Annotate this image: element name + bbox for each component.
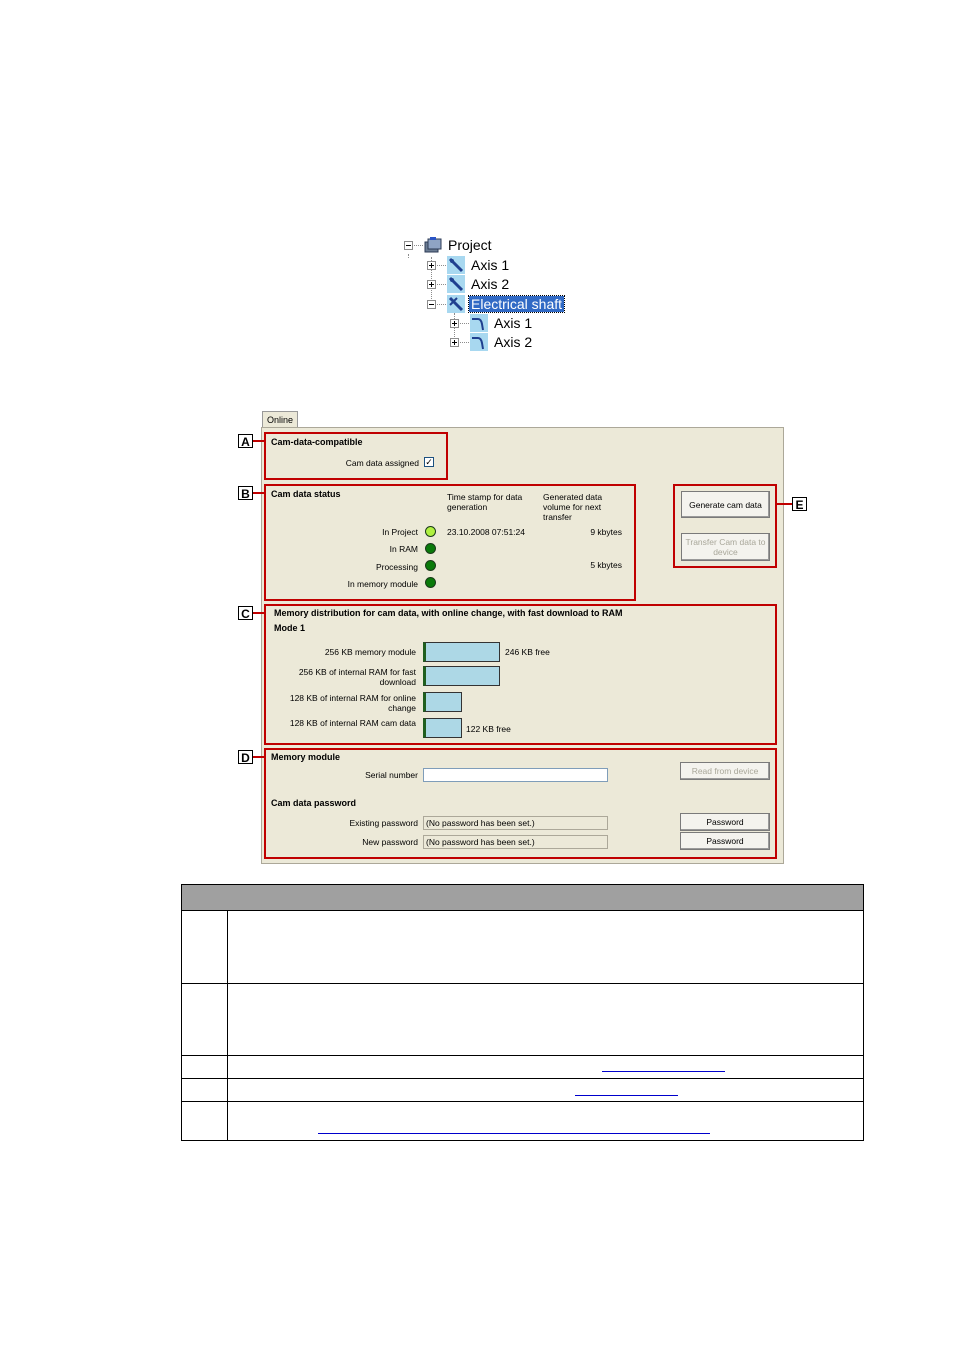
status-led-green-dark (425, 543, 436, 554)
status-label-in-project: In Project (382, 527, 418, 537)
expand-icon[interactable] (427, 261, 436, 270)
new-password-button[interactable]: Password (680, 832, 770, 850)
memory-row-label: 256 KB memory module (324, 647, 416, 657)
password-button[interactable]: Password (680, 813, 770, 831)
expand-icon[interactable] (450, 338, 459, 347)
tree-label: Project (448, 237, 492, 253)
transfer-cam-data-button[interactable]: Transfer Cam data to device (681, 533, 770, 561)
tree-label-selected: Electrical shaft (471, 296, 563, 312)
marker-line (777, 503, 792, 505)
cam-data-assigned-checkbox[interactable]: ✓ (425, 457, 433, 467)
marker-d: D (238, 750, 253, 764)
tree-label: Axis 1 (471, 257, 510, 273)
tree-node-axis-2[interactable] (427, 275, 511, 293)
cam-curve-icon (470, 333, 488, 351)
status-label-processing: Processing (375, 562, 418, 572)
memory-bar (423, 666, 500, 686)
tree-node-shaft-axis-1[interactable] (450, 314, 534, 332)
status-timestamp: 23.10.2008 07:51:24 (447, 527, 525, 537)
tree-label: Axis 2 (494, 334, 533, 350)
link-underline[interactable] (575, 1095, 678, 1096)
tree-node-electrical-shaft[interactable] (427, 295, 564, 313)
memory-row-label: 128 KB of internal RAM cam data (289, 718, 416, 728)
marker-a: A (238, 434, 253, 448)
legend-table (181, 884, 864, 1141)
status-volume: 5 kbytes (590, 560, 622, 570)
status-label-in-memory-module: In memory module (347, 579, 418, 589)
cam-curve-icon (470, 314, 488, 332)
project-folder-icon (424, 236, 442, 254)
section-title: Cam data status (271, 489, 341, 499)
status-led-green-dark (425, 577, 436, 588)
memory-free-note: 122 KB free (466, 724, 511, 734)
table-row-divider (182, 1101, 863, 1102)
expand-icon[interactable] (450, 319, 459, 328)
marker-c: C (238, 606, 253, 620)
memory-row-label: 256 KB of internal RAM for fast download (298, 667, 416, 687)
status-label-in-ram: In RAM (389, 544, 418, 554)
expand-icon[interactable] (427, 280, 436, 289)
section-title: Memory module (271, 752, 341, 762)
serial-number-label: Serial number (365, 770, 418, 780)
cam-data-password-title: Cam data password (271, 798, 357, 808)
table-row-divider (182, 1078, 863, 1079)
status-volume: 9 kbytes (590, 527, 622, 537)
existing-password-label: Existing password (349, 818, 418, 828)
section-title: Memory distribution for cam data, with online change, with fast download to RAM (274, 608, 623, 618)
status-led-green-light (425, 526, 436, 537)
tab-online[interactable]: Online (262, 411, 298, 428)
link-underline[interactable] (318, 1133, 710, 1134)
table-row-divider (182, 1055, 863, 1056)
tree-label: Axis 2 (471, 276, 510, 292)
col-header-volume: Generated data volume for next transfer (543, 492, 603, 522)
memory-bar (423, 692, 462, 712)
shaft-icon (447, 295, 465, 313)
status-led-green-dark (425, 560, 436, 571)
section-title: Cam-data-compatible (271, 437, 363, 447)
collapse-icon[interactable] (404, 241, 413, 250)
table-column-divider (227, 910, 228, 1140)
tree-node-project[interactable] (404, 236, 494, 254)
read-from-device-button[interactable]: Read from device (680, 762, 770, 780)
tree-label: Axis 1 (494, 315, 533, 331)
memory-bar (423, 642, 500, 662)
memory-bar (423, 718, 462, 738)
cam-data-assigned-label: Cam data assigned (345, 458, 419, 468)
tree-node-shaft-axis-2[interactable] (450, 333, 534, 351)
new-password-field: (No password has been set.) (423, 835, 608, 849)
memory-mode: Mode 1 (274, 623, 306, 633)
marker-b: B (238, 486, 253, 500)
generate-cam-data-button[interactable]: Generate cam data (681, 491, 770, 518)
new-password-label: New password (362, 837, 418, 847)
memory-free-note: 246 KB free (505, 647, 550, 657)
existing-password-field: (No password has been set.) (423, 816, 608, 830)
marker-e: E (792, 497, 807, 511)
axis-icon (447, 275, 465, 293)
tree-node-axis-1[interactable] (427, 256, 511, 274)
collapse-icon[interactable] (427, 300, 436, 309)
col-header-timestamp: Time stamp for data generation (447, 492, 523, 512)
link-underline[interactable] (602, 1071, 725, 1072)
table-row-divider (182, 983, 863, 984)
table-header (182, 885, 863, 911)
memory-row-label: 128 KB of internal RAM for online change (289, 693, 416, 713)
serial-number-field[interactable] (423, 768, 608, 782)
axis-icon (447, 256, 465, 274)
